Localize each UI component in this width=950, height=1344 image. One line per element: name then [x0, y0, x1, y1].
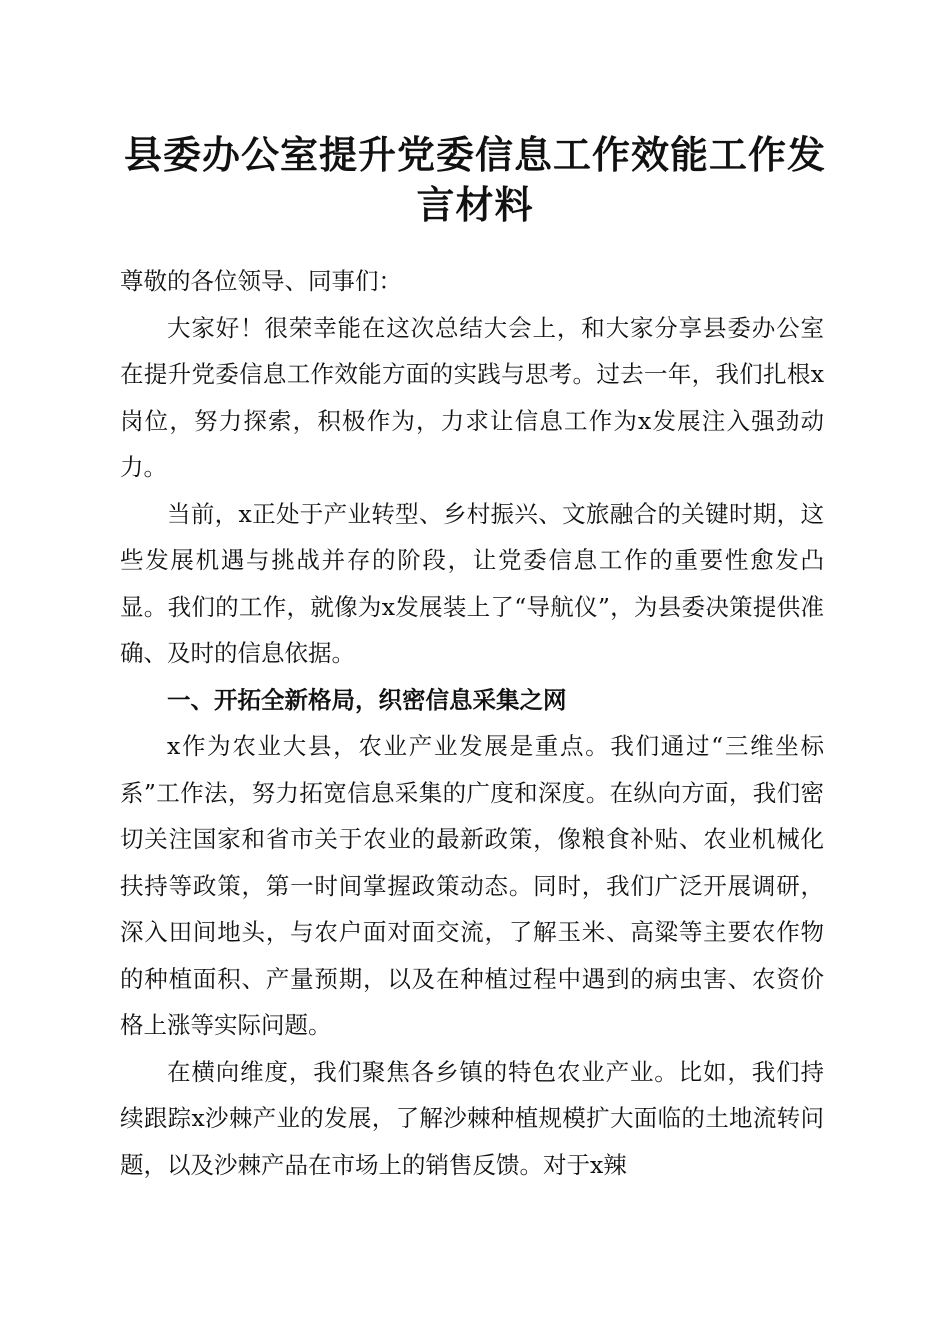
salutation: 尊敬的各位领导、同事们： — [120, 267, 402, 295]
paragraph-section1-horizontal: 在横向维度，我们聚焦各乡镇的特色农业产业。比如，我们持续跟踪x沙棘产业的发展，了解沙棘种植规模扩大面临的土地流转问题，以及沙棘产品在市场上的销售反馈。对于x辣 — [120, 1057, 824, 1179]
document-body — [120, 258, 824, 1188]
section-heading: 一、开拓全新格局，织密信息采集之网 — [167, 685, 567, 714]
paragraph-intro: 大家好！很荣幸能在这次总结大会上，和大家分享县委办公室在提升党委信息工作效能方面的实践与思考。过去一年，我们扎根x岗位，努力探索，积极作为，力求让信息工作为x发展注入强劲动力。 — [120, 313, 824, 481]
document-title: 县委办公室提升党委信息工作效能工作发言材料 — [123, 132, 826, 227]
paragraph-section1-vertical: x作为农业大县，农业产业发展是重点。我们通过“三维坐标系”工作法，努力拓宽信息采集的广度和深度。在纵向方面，我们密切关注国家和省市关于农业的最新政策，像粮食补贴、农业机械化扶持等政策，第一时间掌握政策动态。同时，我们广泛开展调研，深入田间地头，与农户面对面交流，了解玉米、高粱等主要农作物的种植面积、产量预期，以及在种植过程中遇到的病虫害、农资价格上涨等实际问题。 — [120, 732, 824, 1039]
paragraph-context: 当前，x正处于产业转型、乡村振兴、文旅融合的关键时期，这些发展机遇与挑战并存的阶段，让党委信息工作的重要性愈发凸显。我们的工作，就像为x发展装上了“导航仪”，为县委决策提供准确、及时的信息依据。 — [120, 499, 824, 667]
